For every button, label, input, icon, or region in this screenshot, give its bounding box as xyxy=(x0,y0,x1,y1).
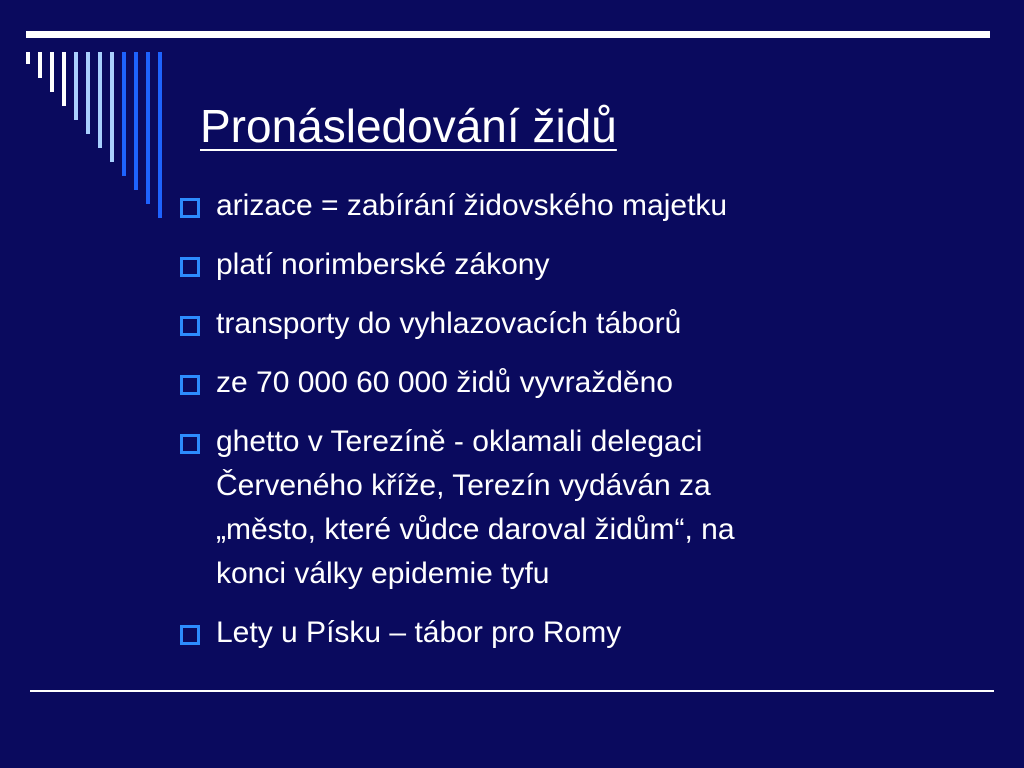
stripe xyxy=(26,52,30,64)
top-rule-divider xyxy=(26,31,990,38)
bullet-item xyxy=(180,420,940,596)
bullet-item xyxy=(180,184,940,228)
square-bullet-icon xyxy=(180,434,200,454)
square-bullet-icon xyxy=(180,198,200,218)
stripe xyxy=(74,52,78,120)
bullet-text: transporty do vyhlazovacích táborů xyxy=(216,307,682,340)
decorative-stripes xyxy=(0,0,170,230)
stripe xyxy=(98,52,102,148)
square-bullet-icon xyxy=(180,316,200,336)
bullet-text: arizace = zabírání židovského majetku xyxy=(216,189,728,222)
stripe xyxy=(50,52,54,92)
bullet-item xyxy=(180,302,940,346)
stripe xyxy=(110,52,114,162)
stripe xyxy=(134,52,138,190)
square-bullet-icon xyxy=(180,375,200,395)
stripe xyxy=(122,52,126,176)
square-bullet-icon xyxy=(180,625,200,645)
stripe xyxy=(86,52,90,134)
slide-title: Pronásledování židů xyxy=(200,100,617,152)
bullet-item xyxy=(180,361,940,405)
stripe xyxy=(146,52,150,204)
bottom-rule-divider xyxy=(30,690,994,692)
bullet-text: Lety u Písku – tábor pro Romy xyxy=(216,616,622,649)
bullet-text: platí norimberské zákony xyxy=(216,248,550,281)
bullet-text: ghetto v Terezíně - oklamali delegaci Červeného kříže, Terezín vydáván za „město, které vůdce daroval židům“, na konci války epidemie tyfu xyxy=(216,425,735,590)
stripe xyxy=(62,52,66,106)
stripe xyxy=(158,52,162,218)
bullet-list xyxy=(180,184,940,670)
square-bullet-icon xyxy=(180,257,200,277)
bullet-item xyxy=(180,611,940,655)
bullet-item xyxy=(180,243,940,287)
bullet-text: ze 70 000 60 000 židů vyvražděno xyxy=(216,366,673,399)
stripe xyxy=(38,52,42,78)
